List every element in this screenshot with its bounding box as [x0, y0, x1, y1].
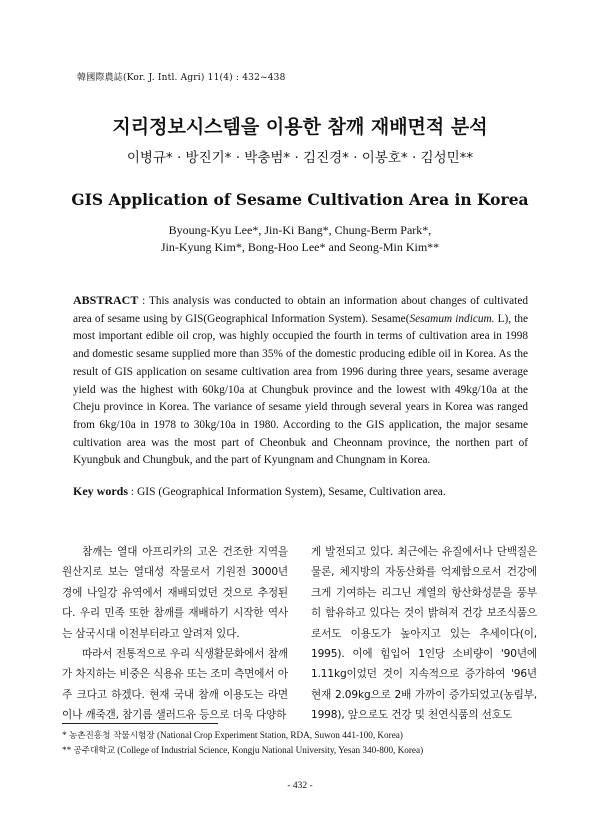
keywords-label: Key words	[73, 484, 128, 498]
abstract-text-2: L), the most important edible oil crop, was highly occupied the fourth in terms of cultivation area in 1998 and domestic sesame supplied more than 35% of the domestic producing edible oil in Korea. As the result of GIS application on sesame cultivation area from 1996 during three years, sesame average yield was the highest with 60kg/10a at Chungbuk province and the lowest with 49kg/10a at the Cheju province in Korea. The variance of sesame yield through several years in Korea was ranged from 6kg/10a in 1978 to 30kg/10a in 1980. According to the GIS application, the major sesame cultivation area was the most part of Cheonbuk and Cheonnam province, the northen part of Kyungbuk and Chungbuk, and the part of Kyungnam and Chungnam in Korea.	[73, 312, 529, 467]
body-paragraph: 따라서 전통적으로 우리 식생활문화에서 참깨가 차지하는 비중은 식용유 또는 조미 측면에서 아주 크다고 하겠다. 현재 국내 참깨 이용도는 라면이나 깨죽갠, 참기름 샐러드유 등으로 더욱 다양하	[62, 648, 288, 722]
footnote-1-korean: 농촌진흥청 작물시험장	[68, 731, 155, 741]
authors-english-line-1: Byoung-Kyu Lee*, Jin-Ki Bang*, Chung-Berm Park*,	[168, 223, 432, 237]
footnote-1-english: (National Crop Experiment Station, RDA, Suwon 441-100, Korea)	[154, 730, 403, 740]
abstract-text-1: This analysis was conducted to obtain an information about changes of cultivated area of sesame using by GIS(Geographical Information System). Sesame(	[73, 295, 528, 325]
abstract-separator: :	[138, 295, 149, 307]
abstract-label: ABSTRACT	[73, 293, 139, 307]
body-paragraph: 참깨는 열대 아프리카의 고온 건조한 지역을 원산지로 보는 열대성 작물로서 기원전 3000년 경에 나일강 유역에서 재배되었던 것으로 추정된다. 우리 민족 또한 참깨를 재배하기 시작한 역사는 삼국시대 이전부터라고 알려져 있다.	[62, 546, 288, 640]
authors-english	[0, 222, 600, 256]
authors-english-line-2: Jin-Kyung Kim*, Bong-Hoo Lee* and Seong-Min Kim**	[160, 240, 440, 254]
title-english: GIS Application of Sesame Cultivation Area in Korea	[71, 190, 529, 209]
footnote-2-mark: **	[62, 744, 72, 755]
footnotes	[62, 729, 423, 758]
footnote-1	[62, 729, 423, 744]
footnote-2-english: (College of Industrial Science, Kongju National University, Yesan 340-800, Korea)	[115, 744, 424, 755]
footnote-2	[62, 744, 423, 759]
keywords	[73, 484, 533, 499]
footnote-2-korean: 공주대학교	[73, 745, 115, 756]
footnote-1-mark: *	[62, 730, 67, 740]
body-column-left	[62, 542, 288, 726]
abstract-species-name: Sesamum indicum.	[409, 312, 495, 325]
authors-korean: 이병규* · 방진기* · 박충범* · 김진경* · 이봉호* · 김성민**	[126, 150, 474, 166]
title-korean: 지리정보시스템을 이용한 참깨 재배면적 분석	[112, 116, 488, 138]
abstract	[73, 292, 528, 470]
page-number: - 432 -	[287, 781, 313, 791]
footnote-rule	[62, 723, 218, 724]
keywords-separator: :	[128, 486, 137, 498]
body-paragraph: 게 발전되고 있다. 최근에는 유질에서나 단백질은 물론, 체지방의 자동산화를 억제함으로서 건강에 크게 기여하는 리그닌 계열의 항산화성분을 풍부히 함유하고 있다는 것이 밝혀져 건강 보조식품으로서도 이용도가 높아지고 있는 추세이다(이, 1995). 이에 힘입어 1인당 소비량이 '90년에 1.11kg이었던 것이 지속적으로 증가하여 '96년 현재 2.09kg으로 2배 가까이 증가되었고(농림부, 1998), 앞으로도 건강 및 천연식품의 선호도	[311, 546, 537, 722]
running-head: 韓國際農誌(Kor. J. Intl. Agri) 11(4) : 432~438	[77, 73, 286, 83]
keywords-text: GIS (Geographical Information System), Sesame, Cultivation area.	[136, 486, 446, 498]
body-column-right	[311, 542, 537, 726]
